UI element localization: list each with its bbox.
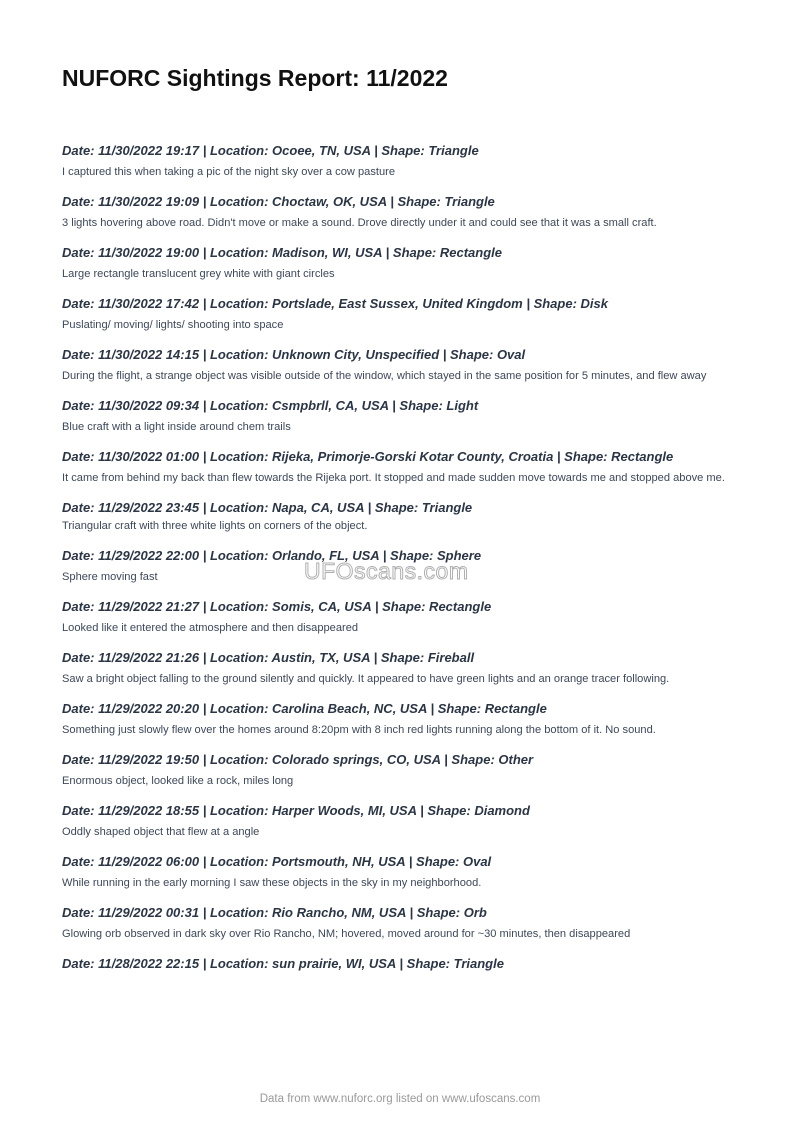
sighting-entry bbox=[62, 803, 742, 840]
sighting-entry bbox=[62, 194, 742, 231]
sighting-description: 3 lights hovering above road. Didn't move or make a sound. Drove directly under it and could see that it was a small craft. bbox=[62, 217, 657, 229]
sighting-header: Date: 11/30/2022 01:00 | Location: Rijeka, Primorje-Gorski Kotar County, Croatia | Shape: Rectangle bbox=[62, 449, 674, 464]
sighting-description: Sphere moving fast bbox=[62, 571, 158, 583]
watermark: UFOscans.com bbox=[304, 558, 469, 584]
sighting-entry bbox=[62, 398, 742, 435]
sighting-entry bbox=[62, 296, 742, 333]
sighting-entry bbox=[62, 347, 742, 384]
sighting-description: Large rectangle translucent grey white with giant circles bbox=[62, 268, 335, 280]
sighting-entry bbox=[62, 956, 742, 972]
sighting-description: Oddly shaped object that flew at a angle bbox=[62, 826, 260, 838]
sighting-description: Blue craft with a light inside around chem trails bbox=[62, 421, 291, 433]
sighting-description: Saw a bright object falling to the ground silently and quickly. It appeared to have green lights and an orange tracer following. bbox=[62, 673, 670, 685]
sighting-description: Triangular craft with three white lights on corners of the object. bbox=[62, 520, 368, 532]
sighting-header: Date: 11/29/2022 22:00 | Location: Orlando, FL, USA | Shape: Sphere bbox=[62, 548, 482, 563]
sighting-header: Date: 11/29/2022 19:50 | Location: Colorado springs, CO, USA | Shape: Other bbox=[62, 752, 534, 767]
sighting-description: Glowing orb observed in dark sky over Rio Rancho, NM; hovered, moved around for ~30 minutes, then disappeared bbox=[62, 928, 631, 940]
sighting-entry bbox=[62, 650, 742, 687]
sighting-description: Something just slowly flew over the homes around 8:20pm with 8 inch red lights running along the bottom of it. No sound. bbox=[62, 724, 656, 736]
sighting-header: Date: 11/29/2022 21:26 | Location: Austin, TX, USA | Shape: Fireball bbox=[62, 650, 475, 665]
sighting-entry bbox=[62, 245, 742, 282]
sighting-header: Date: 11/29/2022 21:27 | Location: Somis, CA, USA | Shape: Rectangle bbox=[62, 599, 492, 614]
sighting-header: Date: 11/30/2022 19:09 | Location: Choctaw, OK, USA | Shape: Triangle bbox=[62, 194, 495, 209]
sighting-description: Enormous object, looked like a rock, miles long bbox=[62, 775, 294, 787]
sighting-entry bbox=[62, 449, 742, 486]
sighting-description: Puslating/ moving/ lights/ shooting into space bbox=[62, 319, 284, 331]
footer-credit: Data from www.nuforc.org listed on www.ufoscans.com bbox=[259, 1093, 541, 1105]
sighting-header: Date: 11/29/2022 06:00 | Location: Portsmouth, NH, USA | Shape: Oval bbox=[62, 854, 492, 869]
sighting-header: Date: 11/30/2022 14:15 | Location: Unknown City, Unspecified | Shape: Oval bbox=[62, 347, 526, 362]
sightings-list bbox=[62, 143, 742, 986]
sighting-entry bbox=[62, 752, 742, 789]
sighting-entry bbox=[62, 599, 742, 636]
sighting-entry bbox=[62, 905, 742, 942]
sighting-header: Date: 11/30/2022 19:17 | Location: Ocoee, TN, USA | Shape: Triangle bbox=[62, 143, 479, 158]
sighting-header: Date: 11/29/2022 20:20 | Location: Carolina Beach, NC, USA | Shape: Rectangle bbox=[62, 701, 547, 716]
sighting-header: Date: 11/30/2022 17:42 | Location: Portslade, East Sussex, United Kingdom | Shape: Disk bbox=[62, 296, 608, 311]
sighting-description: During the flight, a strange object was visible outside of the window, which stayed in the same position for 5 minutes, and flew away bbox=[62, 370, 707, 382]
sighting-header: Date: 11/30/2022 19:00 | Location: Madison, WI, USA | Shape: Rectangle bbox=[62, 245, 503, 260]
sighting-entry bbox=[62, 701, 742, 738]
sighting-header: Date: 11/29/2022 23:45 | Location: Napa, CA, USA | Shape: Triangle bbox=[62, 500, 473, 515]
sighting-entry bbox=[62, 854, 742, 891]
sighting-description: While running in the early morning I saw these objects in the sky in my neighborhood. bbox=[62, 877, 482, 889]
sighting-entry bbox=[62, 143, 742, 180]
sighting-header: Date: 11/29/2022 18:55 | Location: Harper Woods, MI, USA | Shape: Diamond bbox=[62, 803, 530, 818]
page-title: NUFORC Sightings Report: 11/2022 bbox=[62, 65, 448, 91]
sighting-entry bbox=[62, 500, 742, 534]
sighting-header: Date: 11/30/2022 09:34 | Location: Csmpbrll, CA, USA | Shape: Light bbox=[62, 398, 479, 413]
sighting-header: Date: 11/29/2022 00:31 | Location: Rio Rancho, NM, USA | Shape: Orb bbox=[62, 905, 487, 920]
sighting-header: Date: 11/28/2022 22:15 | Location: sun prairie, WI, USA | Shape: Triangle bbox=[62, 956, 504, 971]
sighting-description: I captured this when taking a pic of the night sky over a cow pasture bbox=[62, 166, 395, 178]
sighting-description: It came from behind my back than flew towards the Rijeka port. It stopped and made sudden move towards me and stopped above me. bbox=[62, 472, 725, 484]
sighting-description: Looked like it entered the atmosphere and then disappeared bbox=[62, 622, 359, 634]
sighting-entry bbox=[62, 548, 742, 585]
